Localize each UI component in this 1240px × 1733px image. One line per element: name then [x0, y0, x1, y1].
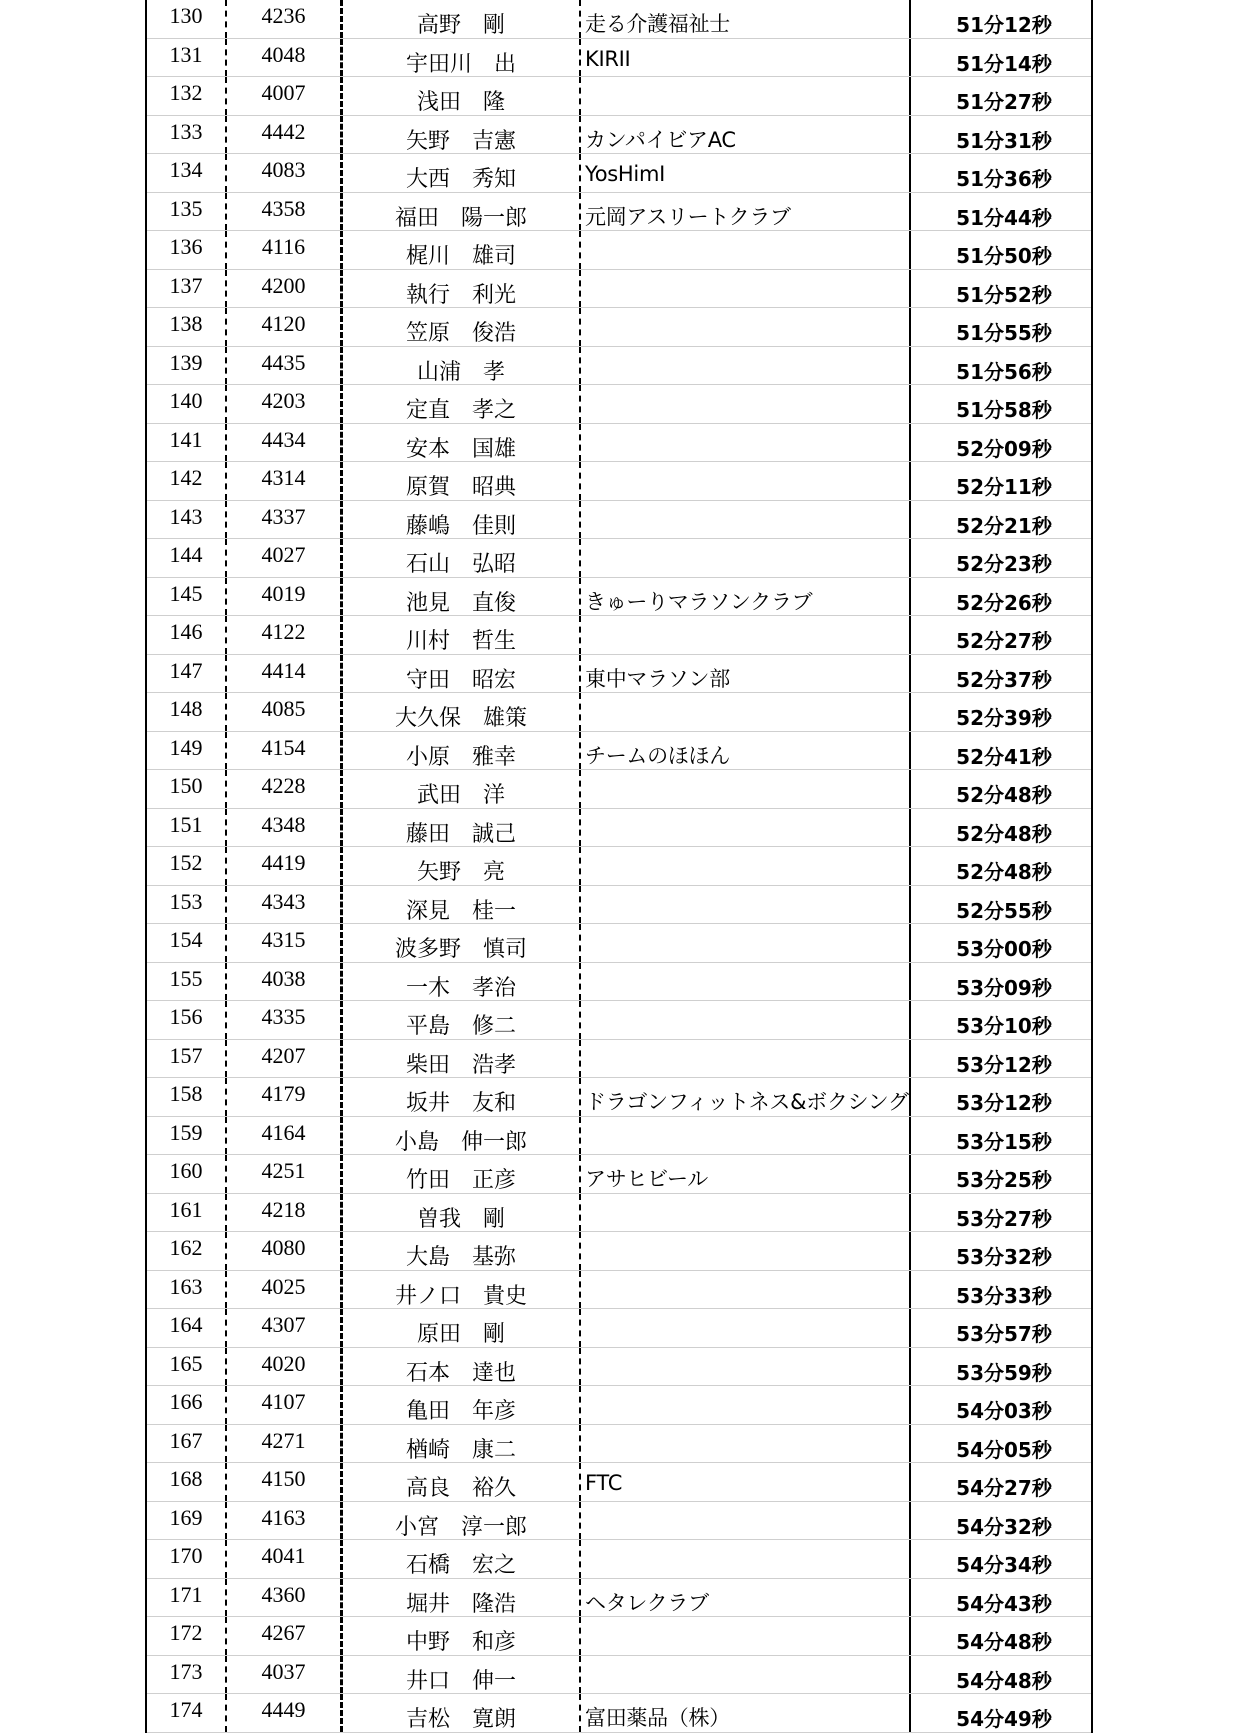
rank-cell: 169 — [147, 1502, 227, 1540]
rank-cell: 151 — [147, 809, 227, 847]
team-name-cell: YosHimI — [581, 154, 911, 192]
team-name-cell — [581, 770, 911, 808]
runner-name-cell: 福田 陽一郎 — [343, 193, 581, 231]
finish-time-cell: 54分49秒 — [956, 1707, 1052, 1731]
runner-name-cell: 吉松 寛朗 — [343, 1694, 581, 1732]
finish-time-cell: 53分57秒 — [956, 1322, 1052, 1346]
bib-number-cell: 4434 — [227, 424, 343, 462]
rank-cell: 147 — [147, 655, 227, 693]
runner-name-cell: 執行 利光 — [343, 270, 581, 308]
team-name-cell — [581, 424, 911, 462]
bib-number-cell: 4020 — [227, 1348, 343, 1386]
rank-cell: 134 — [147, 154, 227, 192]
rank-cell: 156 — [147, 1001, 227, 1039]
bib-number-cell: 4203 — [227, 385, 343, 423]
table-row — [147, 1579, 1091, 1618]
finish-time-cell: 51分58秒 — [956, 398, 1052, 422]
finish-time-cell: 53分33秒 — [956, 1283, 1052, 1308]
runner-name-cell: 安本 国雄 — [343, 424, 581, 462]
rank-cell: 149 — [147, 732, 227, 770]
rank-cell: 140 — [147, 385, 227, 423]
team-name-cell: ヘタレクラブ — [581, 1579, 911, 1617]
bib-number-cell: 4419 — [227, 847, 343, 885]
finish-time-cell: 51分36秒 — [956, 167, 1052, 191]
rank-cell: 163 — [147, 1271, 227, 1309]
finish-time-cell: 52分55秒 — [956, 898, 1052, 923]
runner-name-cell: 一木 孝治 — [343, 963, 581, 1001]
rank-cell: 133 — [147, 116, 227, 154]
team-name-cell: 富田薬品（株） — [581, 1694, 911, 1732]
team-name-cell — [581, 847, 911, 885]
bib-number-cell: 4038 — [227, 963, 343, 1001]
team-name-cell — [581, 385, 911, 423]
finish-time-cell: 52分26秒 — [956, 590, 1052, 615]
runner-name-cell: 竹田 正彦 — [343, 1155, 581, 1193]
rank-cell: 170 — [147, 1540, 227, 1578]
table-row — [147, 1117, 1091, 1156]
rank-cell: 153 — [147, 886, 227, 924]
runner-name-cell: 川村 哲生 — [343, 616, 581, 654]
finish-time-cell: 51分27秒 — [956, 90, 1052, 114]
finish-time-cell: 53分12秒 — [956, 1091, 1052, 1115]
team-name-cell — [581, 501, 911, 539]
table-row — [147, 1386, 1091, 1425]
bib-number-cell: 4348 — [227, 809, 343, 847]
team-name-cell — [581, 809, 911, 847]
runner-name-cell: 楢崎 康二 — [343, 1425, 581, 1463]
team-name-cell: 走る介護福祉士 — [581, 0, 911, 38]
team-name-cell — [581, 1194, 911, 1232]
table-row — [147, 0, 1091, 39]
bib-number-cell: 4019 — [227, 578, 343, 616]
table-row — [147, 1155, 1091, 1194]
rank-cell: 142 — [147, 462, 227, 500]
bib-number-cell: 4037 — [227, 1656, 343, 1694]
finish-time-cell: 52分21秒 — [956, 513, 1052, 538]
table-row — [147, 1078, 1091, 1117]
table-row — [147, 116, 1091, 155]
rank-cell: 167 — [147, 1425, 227, 1463]
bib-number-cell: 4163 — [227, 1502, 343, 1540]
bib-number-cell: 4307 — [227, 1309, 343, 1347]
finish-time-cell: 51分56秒 — [956, 359, 1052, 384]
finish-time-cell: 54分32秒 — [956, 1514, 1052, 1539]
finish-time-cell: 52分48秒 — [956, 860, 1052, 884]
finish-time-cell: 53分59秒 — [956, 1360, 1052, 1385]
runner-name-cell: 原賀 昭典 — [343, 462, 581, 500]
rank-cell: 159 — [147, 1117, 227, 1155]
table-row — [147, 308, 1091, 347]
team-name-cell — [581, 1425, 911, 1463]
finish-time-cell: 52分37秒 — [956, 667, 1052, 692]
bib-number-cell: 4335 — [227, 1001, 343, 1039]
runner-name-cell: 守田 昭宏 — [343, 655, 581, 693]
runner-name-cell: 平島 修二 — [343, 1001, 581, 1039]
bib-number-cell: 4048 — [227, 39, 343, 77]
table-row — [147, 1271, 1091, 1310]
team-name-cell — [581, 270, 911, 308]
rank-cell: 165 — [147, 1348, 227, 1386]
table-row — [147, 693, 1091, 732]
runner-name-cell: 曽我 剛 — [343, 1194, 581, 1232]
rank-cell: 143 — [147, 501, 227, 539]
rank-cell: 141 — [147, 424, 227, 462]
table-row — [147, 847, 1091, 886]
finish-time-cell: 51分31秒 — [956, 128, 1052, 153]
bib-number-cell: 4251 — [227, 1155, 343, 1193]
table-row — [147, 1348, 1091, 1387]
finish-time-cell: 51分50秒 — [956, 244, 1052, 268]
table-row — [147, 193, 1091, 232]
runner-name-cell: 石本 達也 — [343, 1348, 581, 1386]
team-name-cell — [581, 1232, 911, 1270]
rank-cell: 148 — [147, 693, 227, 731]
bib-number-cell: 4041 — [227, 1540, 343, 1578]
runner-name-cell: 笠原 俊浩 — [343, 308, 581, 346]
bib-number-cell: 4164 — [227, 1117, 343, 1155]
table-row — [147, 39, 1091, 78]
bib-number-cell: 4116 — [227, 231, 343, 269]
table-row — [147, 1694, 1091, 1733]
finish-time-cell: 54分03秒 — [956, 1399, 1052, 1423]
runner-name-cell: 梶川 雄司 — [343, 231, 581, 269]
team-name-cell: 元岡アスリートクラブ — [581, 193, 911, 231]
team-name-cell — [581, 539, 911, 577]
bib-number-cell: 4154 — [227, 732, 343, 770]
rank-cell: 166 — [147, 1386, 227, 1424]
runner-name-cell: 小宮 淳一郎 — [343, 1502, 581, 1540]
runner-name-cell: 浅田 隆 — [343, 77, 581, 115]
team-name-cell — [581, 1540, 911, 1578]
team-name-cell — [581, 1271, 911, 1309]
team-name-cell — [581, 1117, 911, 1155]
finish-time-cell: 54分48秒 — [956, 1668, 1052, 1693]
rank-cell: 138 — [147, 308, 227, 346]
rank-cell: 144 — [147, 539, 227, 577]
finish-time-cell: 54分48秒 — [956, 1630, 1052, 1654]
finish-time-cell: 54分05秒 — [956, 1437, 1052, 1462]
table-row — [147, 347, 1091, 386]
team-name-cell — [581, 231, 911, 269]
finish-time-cell: 52分11秒 — [956, 475, 1052, 499]
runner-name-cell: 大西 秀知 — [343, 154, 581, 192]
team-name-cell — [581, 308, 911, 346]
team-name-cell — [581, 462, 911, 500]
bib-number-cell: 4120 — [227, 308, 343, 346]
finish-time-cell: 53分27秒 — [956, 1206, 1052, 1231]
finish-time-cell: 52分48秒 — [956, 821, 1052, 846]
runner-name-cell: 藤嶋 佳則 — [343, 501, 581, 539]
team-name-cell — [581, 1001, 911, 1039]
runner-name-cell: 井口 伸一 — [343, 1656, 581, 1694]
team-name-cell — [581, 886, 911, 924]
team-name-cell: きゅーりマラソンクラブ — [581, 578, 911, 616]
finish-time-cell: 52分23秒 — [956, 552, 1052, 576]
team-name-cell: アサヒビール — [581, 1155, 911, 1193]
team-name-cell: チームのほほん — [581, 732, 911, 770]
table-row — [147, 655, 1091, 694]
runner-name-cell: 高良 裕久 — [343, 1463, 581, 1501]
rank-cell: 172 — [147, 1617, 227, 1655]
runner-name-cell: 原田 剛 — [343, 1309, 581, 1347]
table-row — [147, 578, 1091, 617]
finish-time-cell: 51分14秒 — [956, 51, 1052, 76]
rank-cell: 132 — [147, 77, 227, 115]
finish-time-cell: 54分27秒 — [956, 1476, 1052, 1500]
rank-cell: 137 — [147, 270, 227, 308]
runner-name-cell: 柴田 浩孝 — [343, 1040, 581, 1078]
runner-name-cell: 石橋 宏之 — [343, 1540, 581, 1578]
rank-cell: 152 — [147, 847, 227, 885]
rank-cell: 131 — [147, 39, 227, 77]
table-row — [147, 1001, 1091, 1040]
bib-number-cell: 4083 — [227, 154, 343, 192]
rank-cell: 164 — [147, 1309, 227, 1347]
rank-cell: 146 — [147, 616, 227, 654]
runner-name-cell: 小島 伸一郎 — [343, 1117, 581, 1155]
runner-name-cell: 宇田川 出 — [343, 39, 581, 77]
bib-number-cell: 4207 — [227, 1040, 343, 1078]
finish-time-cell: 53分00秒 — [956, 937, 1052, 961]
team-name-cell — [581, 1386, 911, 1424]
team-name-cell: KIRII — [581, 39, 911, 77]
team-name-cell — [581, 77, 911, 115]
bib-number-cell: 4449 — [227, 1694, 343, 1732]
rank-cell: 145 — [147, 578, 227, 616]
rank-cell: 135 — [147, 193, 227, 231]
bib-number-cell: 4228 — [227, 770, 343, 808]
rank-cell: 158 — [147, 1078, 227, 1116]
runner-name-cell: 深見 桂一 — [343, 886, 581, 924]
finish-time-cell: 52分27秒 — [956, 629, 1052, 653]
finish-time-cell: 52分39秒 — [956, 706, 1052, 730]
bib-number-cell: 4343 — [227, 886, 343, 924]
results-table — [145, 0, 1093, 1733]
finish-time-cell: 53分12秒 — [956, 1052, 1052, 1077]
team-name-cell — [581, 693, 911, 731]
team-name-cell — [581, 1040, 911, 1078]
table-row — [147, 886, 1091, 925]
table-row — [147, 77, 1091, 116]
finish-time-cell: 53分09秒 — [956, 975, 1052, 1000]
rank-cell: 161 — [147, 1194, 227, 1232]
runner-name-cell: 山浦 孝 — [343, 347, 581, 385]
table-row — [147, 424, 1091, 463]
rank-cell: 157 — [147, 1040, 227, 1078]
finish-time-cell: 53分10秒 — [956, 1014, 1052, 1038]
rank-cell: 155 — [147, 963, 227, 1001]
runner-name-cell: 亀田 年彦 — [343, 1386, 581, 1424]
bib-number-cell: 4360 — [227, 1579, 343, 1617]
finish-time-cell: 51分44秒 — [956, 205, 1052, 230]
bib-number-cell: 4107 — [227, 1386, 343, 1424]
table-row — [147, 270, 1091, 309]
team-name-cell — [581, 924, 911, 962]
bib-number-cell: 4027 — [227, 539, 343, 577]
bib-number-cell: 4179 — [227, 1078, 343, 1116]
table-row — [147, 1040, 1091, 1079]
runner-name-cell: 大島 基弥 — [343, 1232, 581, 1270]
finish-time-cell: 52分48秒 — [956, 783, 1052, 807]
runner-name-cell: 定直 孝之 — [343, 385, 581, 423]
bib-number-cell: 4007 — [227, 77, 343, 115]
team-name-cell: カンパイビアAC — [581, 116, 911, 154]
team-name-cell — [581, 1309, 911, 1347]
table-row — [147, 1656, 1091, 1695]
bib-number-cell: 4085 — [227, 693, 343, 731]
runner-name-cell: 小原 雅幸 — [343, 732, 581, 770]
bib-number-cell: 4358 — [227, 193, 343, 231]
runner-name-cell: 藤田 誠己 — [343, 809, 581, 847]
table-row — [147, 1617, 1091, 1656]
team-name-cell — [581, 616, 911, 654]
runner-name-cell: 中野 和彦 — [343, 1617, 581, 1655]
finish-time-cell: 53分15秒 — [956, 1129, 1052, 1154]
finish-time-cell: 51分12秒 — [956, 13, 1052, 37]
runner-name-cell: 坂井 友和 — [343, 1078, 581, 1116]
team-name-cell — [581, 347, 911, 385]
runner-name-cell: 波多野 慎司 — [343, 924, 581, 962]
table-row — [147, 1463, 1091, 1502]
table-row — [147, 462, 1091, 501]
bib-number-cell: 4150 — [227, 1463, 343, 1501]
team-name-cell: ドラゴンフィットネス&ボクシング — [581, 1078, 911, 1116]
finish-time-cell: 53分32秒 — [956, 1245, 1052, 1269]
bib-number-cell: 4122 — [227, 616, 343, 654]
table-row — [147, 770, 1091, 809]
table-row — [147, 1194, 1091, 1233]
table-row — [147, 1502, 1091, 1541]
bib-number-cell: 4314 — [227, 462, 343, 500]
table-row — [147, 231, 1091, 270]
rank-cell: 168 — [147, 1463, 227, 1501]
table-row — [147, 963, 1091, 1002]
rank-cell: 130 — [147, 0, 227, 38]
bib-number-cell: 4267 — [227, 1617, 343, 1655]
runner-name-cell: 大久保 雄策 — [343, 693, 581, 731]
team-name-cell: FTC — [581, 1463, 911, 1501]
table-row — [147, 1232, 1091, 1271]
rank-cell: 162 — [147, 1232, 227, 1270]
rank-cell: 173 — [147, 1656, 227, 1694]
table-row — [147, 539, 1091, 578]
bib-number-cell: 4442 — [227, 116, 343, 154]
table-row — [147, 616, 1091, 655]
bib-number-cell: 4200 — [227, 270, 343, 308]
bib-number-cell: 4218 — [227, 1194, 343, 1232]
runner-name-cell: 堀井 隆浩 — [343, 1579, 581, 1617]
table-row — [147, 385, 1091, 424]
runner-name-cell: 井ノ口 貴史 — [343, 1271, 581, 1309]
finish-time-cell: 52分41秒 — [956, 744, 1052, 769]
runner-name-cell: 矢野 吉憲 — [343, 116, 581, 154]
bib-number-cell: 4080 — [227, 1232, 343, 1270]
team-name-cell — [581, 1502, 911, 1540]
team-name-cell — [581, 963, 911, 1001]
table-row — [147, 1309, 1091, 1348]
finish-time-cell: 54分43秒 — [956, 1591, 1052, 1616]
table-row — [147, 924, 1091, 963]
bib-number-cell: 4236 — [227, 0, 343, 38]
rank-cell: 139 — [147, 347, 227, 385]
rank-cell: 160 — [147, 1155, 227, 1193]
bib-number-cell: 4435 — [227, 347, 343, 385]
table-row — [147, 154, 1091, 193]
rank-cell: 136 — [147, 231, 227, 269]
runner-name-cell: 池見 直俊 — [343, 578, 581, 616]
table-row — [147, 501, 1091, 540]
finish-time-cell: 53分25秒 — [956, 1168, 1052, 1192]
rank-cell: 174 — [147, 1694, 227, 1732]
runner-name-cell: 矢野 亮 — [343, 847, 581, 885]
bib-number-cell: 4414 — [227, 655, 343, 693]
rank-cell: 154 — [147, 924, 227, 962]
bib-number-cell: 4025 — [227, 1271, 343, 1309]
runner-name-cell: 高野 剛 — [343, 0, 581, 38]
team-name-cell — [581, 1348, 911, 1386]
bib-number-cell: 4315 — [227, 924, 343, 962]
runner-name-cell: 武田 洋 — [343, 770, 581, 808]
runner-name-cell: 石山 弘昭 — [343, 539, 581, 577]
rank-cell: 150 — [147, 770, 227, 808]
bib-number-cell: 4337 — [227, 501, 343, 539]
table-row — [147, 809, 1091, 848]
team-name-cell — [581, 1617, 911, 1655]
finish-time-cell: 54分34秒 — [956, 1553, 1052, 1577]
finish-time-cell: 51分55秒 — [956, 321, 1052, 345]
finish-time-cell: 52分09秒 — [956, 436, 1052, 461]
finish-time-cell: 51分52秒 — [956, 282, 1052, 307]
table-row — [147, 1425, 1091, 1464]
table-row — [147, 732, 1091, 771]
table-row — [147, 1540, 1091, 1579]
team-name-cell: 東中マラソン部 — [581, 655, 911, 693]
team-name-cell — [581, 1656, 911, 1694]
bib-number-cell: 4271 — [227, 1425, 343, 1463]
rank-cell: 171 — [147, 1579, 227, 1617]
